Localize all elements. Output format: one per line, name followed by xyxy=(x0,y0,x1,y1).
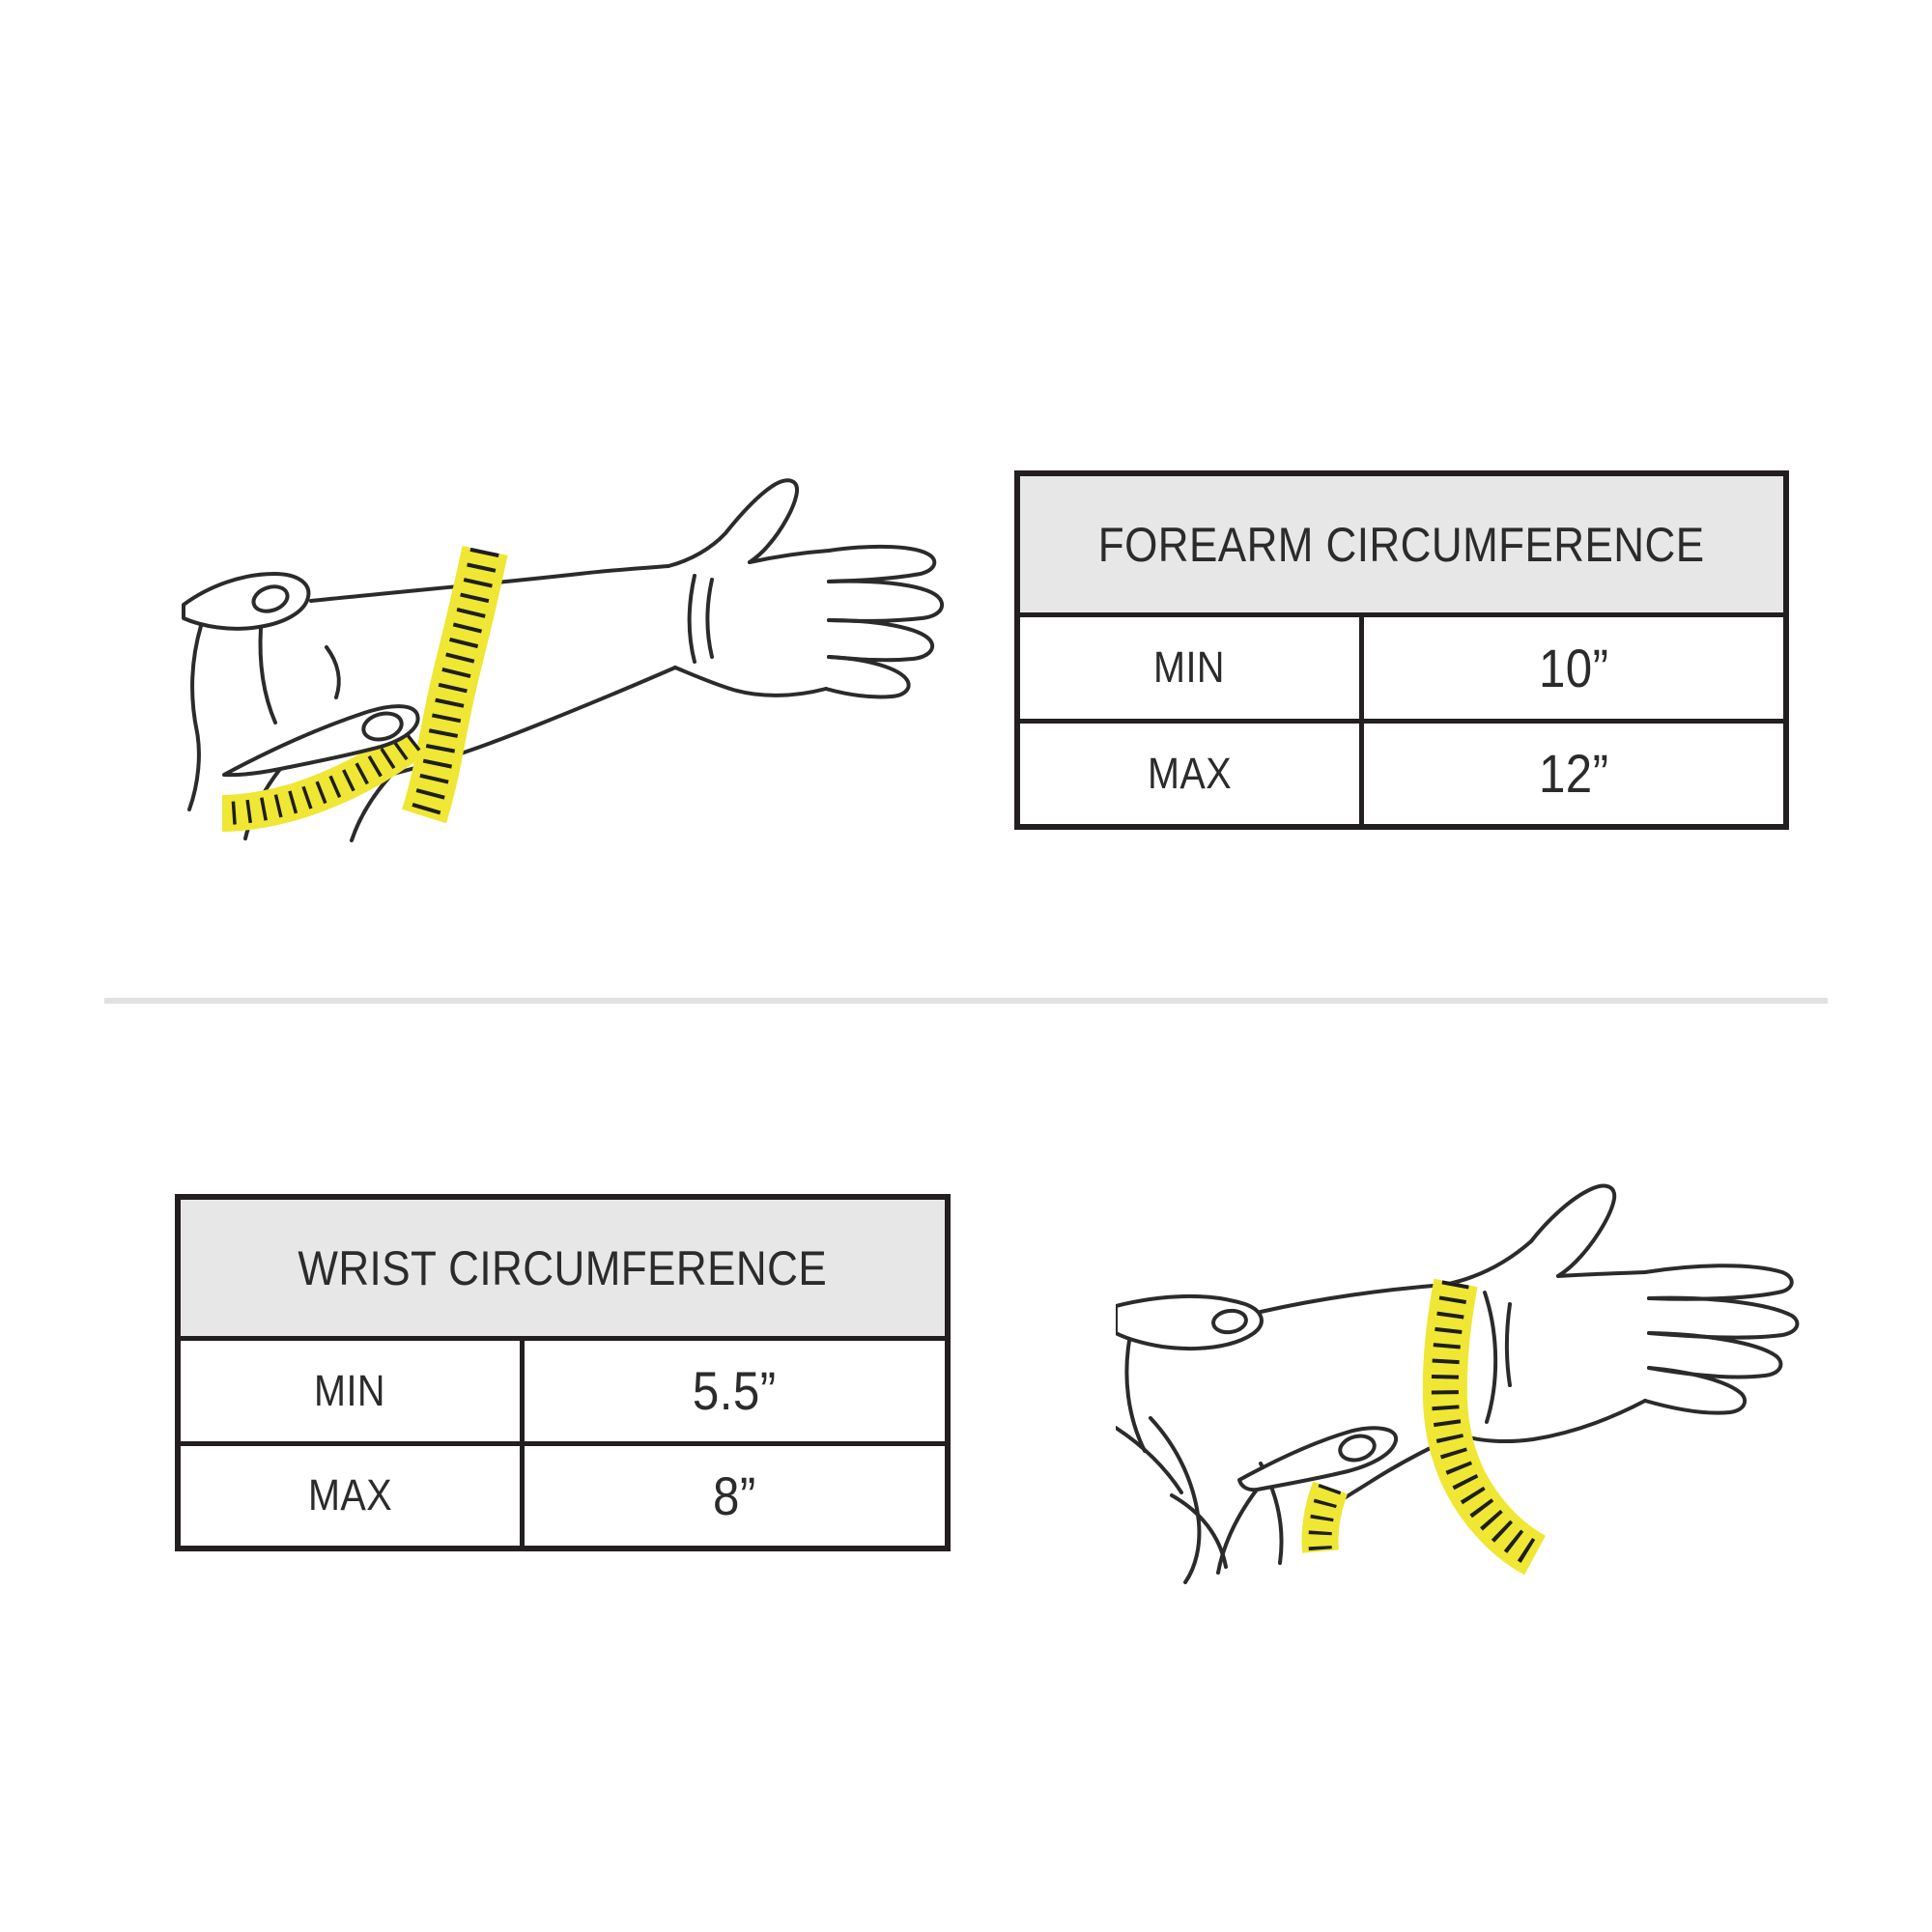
table-row-max xyxy=(1020,724,1783,825)
forearm-measurement-illustration xyxy=(164,454,995,845)
forearm-size-table xyxy=(1014,470,1789,830)
wrist-measurement-illustration xyxy=(1116,1169,1831,1584)
palm-crease xyxy=(1485,1293,1495,1422)
index-finger-outline xyxy=(829,547,934,582)
max-value-cell: 12” xyxy=(1538,743,1609,805)
middle-finger-outline xyxy=(829,582,942,621)
measuring-tape xyxy=(1320,1283,1535,1555)
thumb-outline xyxy=(1531,1186,1614,1276)
wrist-crease xyxy=(690,576,695,662)
table-row-min xyxy=(181,1341,945,1446)
pinky-finger-outline xyxy=(1645,1368,1745,1413)
wrist-size-table xyxy=(175,1194,951,1551)
ring-finger-outline xyxy=(829,620,932,660)
min-value-cell: 5.5” xyxy=(693,1360,777,1422)
wrist-crease xyxy=(1507,1304,1510,1385)
wrist-table-header xyxy=(181,1200,945,1341)
table-row-min xyxy=(1020,617,1783,724)
measuring-hand-back xyxy=(1116,1296,1262,1582)
middle-finger-outline xyxy=(1649,1298,1797,1338)
max-label-cell: MAX xyxy=(1020,724,1364,825)
min-label-cell: MIN xyxy=(1020,617,1364,719)
table-row-max xyxy=(181,1446,945,1547)
wrist-crease xyxy=(708,580,713,657)
min-label-cell: MIN xyxy=(181,1341,525,1441)
measuring-index-fingertip xyxy=(184,574,308,629)
max-value-cell: 8” xyxy=(713,1464,756,1526)
wrist-table-title: WRIST CIRCUMFERENCE xyxy=(298,1240,828,1295)
min-value-cell: 10” xyxy=(1538,637,1609,698)
section-divider xyxy=(104,998,1828,1004)
index-finger-outline xyxy=(1645,1265,1792,1298)
forearm-table-title: FOREARM CIRCUMFERENCE xyxy=(1098,517,1705,572)
forearm-table-header xyxy=(1020,476,1783,617)
max-label-cell: MAX xyxy=(181,1446,525,1547)
pinky-finger-outline xyxy=(826,657,909,696)
